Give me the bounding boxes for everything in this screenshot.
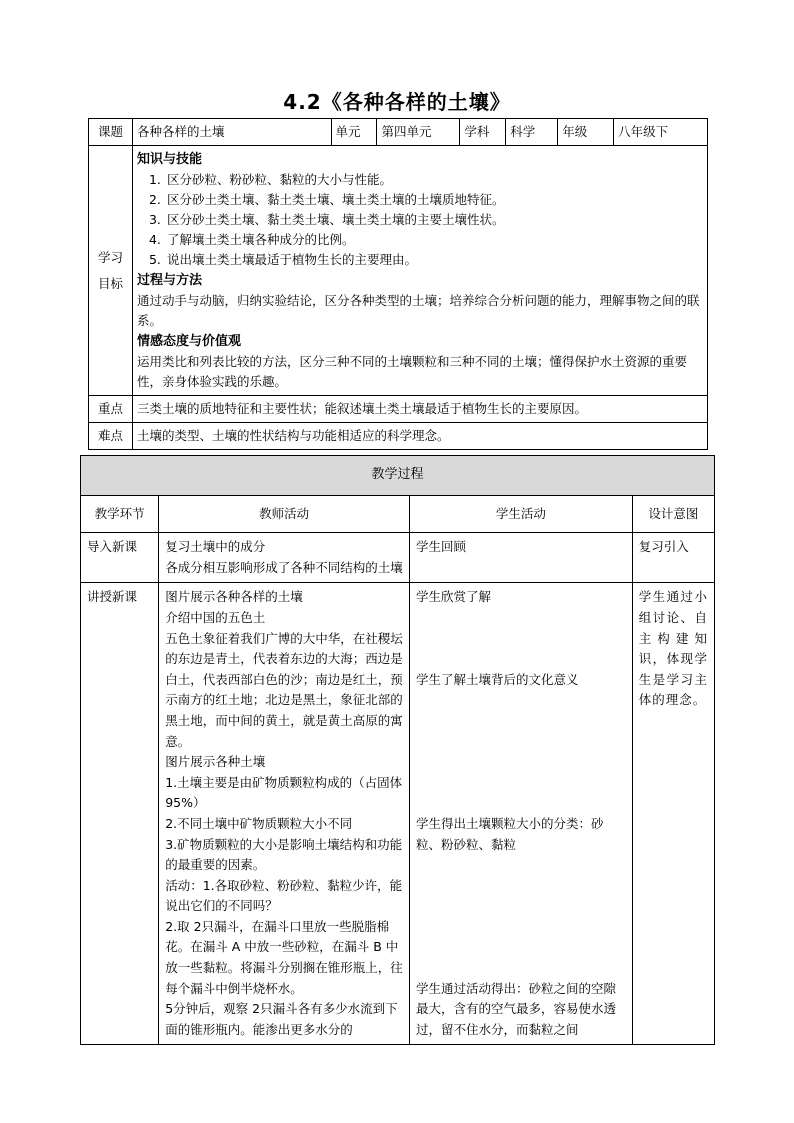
stage-cell: 讲授新课 [81, 583, 159, 1045]
emotion-text: 运用类比和列表比较的方法，区分三种不同的土壤颗粒和三种不同的土壤；懂得保护水土资源的重要性，亲身体验实践的乐趣。 [136, 354, 687, 389]
subject-label: 学科 [460, 119, 506, 146]
process-method-text: 通过动手与动脑，归纳实验结论，区分各种类型的土壤；培养综合分析问题的能力，理解事物之间的联系。 [136, 293, 700, 328]
teaching-process-table [80, 455, 715, 1045]
difficulty-label: 难点 [89, 423, 133, 450]
knowledge-item: 1. 区分砂粒、粉砂粒、黏粒的大小与性能。 [148, 172, 392, 187]
intent-cell: 学生通过小组讨论、自主构建知识，体现学生是学习主体的理念。 [632, 583, 714, 1045]
teacher-line: 5分钟后，观察 2只漏斗各有多少水流到下面的锥形瓶内。能渗出更多水分的 [165, 1001, 398, 1037]
teacher-line: 图片展示各种各样的土壤 [165, 589, 303, 605]
course-label: 课题 [89, 119, 133, 146]
student-line: 学生了解土壤背后的文化意义 [416, 671, 579, 687]
intent-header: 设计意图 [632, 495, 714, 533]
objectives-content [132, 146, 707, 396]
stage-header: 教学环节 [81, 495, 159, 533]
teacher-line: 2.不同土壤中矿物质颗粒大小不同 [165, 815, 353, 831]
teacher-line: 五色土象征着我们广博的大中华，在社稷坛的东边是青土，代表着东边的大海；西边是白土，代表西部白色的沙；南边是红土，预示南方的红土地；北边是黑土，象征北部的黑土地，而中间的黄土，就是黄土高原的寓意。 [165, 630, 403, 749]
objectives-label [89, 146, 133, 396]
process-header-row [81, 495, 715, 533]
teacher-line: 复习土壤中的成分 [165, 539, 266, 555]
teacher-line: 1.土壤主要是由矿物质颗粒构成的（占固体95%） [165, 774, 403, 811]
student-line: 学生欣赏了解 [416, 589, 492, 605]
teacher-line: 活动：1.各取砂粒、粉砂粒、黏粒少许，能说出它们的不同吗？ [165, 877, 403, 914]
stage-cell: 导入新课 [81, 533, 159, 583]
knowledge-item: 3. 区分砂土类土壤、黏土类土壤、壤土类土壤的主要土壤性状。 [148, 212, 505, 227]
teacher-line: 3.矿物质颗粒的大小是影响土壤结构和功能的最重要的因素。 [165, 836, 403, 873]
student-header: 学生活动 [410, 495, 633, 533]
process-row-intro [81, 533, 715, 583]
objectives-label-line2: 目标 [97, 275, 123, 291]
knowledge-item: 5. 说出壤土类土壤最适于植物生长的主要理由。 [148, 252, 417, 267]
lesson-info-table [88, 118, 708, 450]
teacher-cell [159, 533, 410, 583]
student-cell [410, 583, 633, 1045]
key-point-text: 三类土壤的质地特征和主要性状；能叙述壤土类土壤最适于植物生长的主要原因。 [132, 396, 707, 423]
knowledge-title: 知识与技能 [136, 152, 202, 167]
knowledge-item: 2. 区分砂土类土壤、黏土类土壤、壤土类土壤的土壤质地特征。 [148, 192, 505, 207]
process-row-new-lesson [81, 583, 715, 1045]
process-band-row [81, 456, 715, 496]
teacher-cell [159, 583, 410, 1045]
key-point-row [89, 396, 708, 423]
process-band: 教学过程 [81, 456, 715, 496]
difficulty-text: 土壤的类型、土壤的性状结构与功能相适应的科学理念。 [132, 423, 707, 450]
unit-label: 单元 [331, 119, 377, 146]
student-line: 学生得出土壤颗粒大小的分类：砂粒、粉砂粒、黏粒 [416, 815, 604, 852]
student-line: 学生通过活动得出：砂粒之间的空隙最大，含有的空气最多，容易使水透过，留不住水分，而黏粒之间 [416, 980, 617, 1037]
teacher-line: 2.取 2只漏斗，在漏斗口里放一些脱脂棉花。在漏斗 A 中放一些砂粒，在漏斗 B 中放一些黏粒。将漏斗分别搁在锥形瓶上，往每个漏斗中倒半烧杯水。 [165, 918, 403, 996]
subject-value: 科学 [506, 119, 558, 146]
teacher-line: 介绍中国的五色土 [165, 609, 266, 625]
intent-cell: 复习引入 [632, 533, 714, 583]
process-method-title: 过程与方法 [136, 273, 202, 288]
teacher-header: 教师活动 [159, 495, 410, 533]
difficulty-row [89, 423, 708, 450]
objectives-row [89, 146, 708, 396]
course-value: 各种各样的土壤 [132, 119, 331, 146]
teacher-line: 图片展示各种土壤 [165, 754, 266, 770]
objectives-label-line1: 学习 [97, 249, 123, 265]
knowledge-item: 4. 了解壤土类土壤各种成分的比例。 [148, 232, 355, 247]
teacher-line: 各成分相互影响形成了各种不同结构的土壤 [165, 559, 403, 575]
student-cell: 学生回顾 [410, 533, 633, 583]
info-row [89, 119, 708, 146]
key-point-label: 重点 [89, 396, 133, 423]
page-title: 4.2《各种各样的土壤》 [283, 90, 511, 114]
knowledge-list [137, 170, 703, 270]
grade-label: 年级 [558, 119, 614, 146]
unit-value: 第四单元 [377, 119, 460, 146]
grade-value: 八年级下 [614, 119, 708, 146]
emotion-title: 情感态度与价值观 [136, 334, 241, 349]
